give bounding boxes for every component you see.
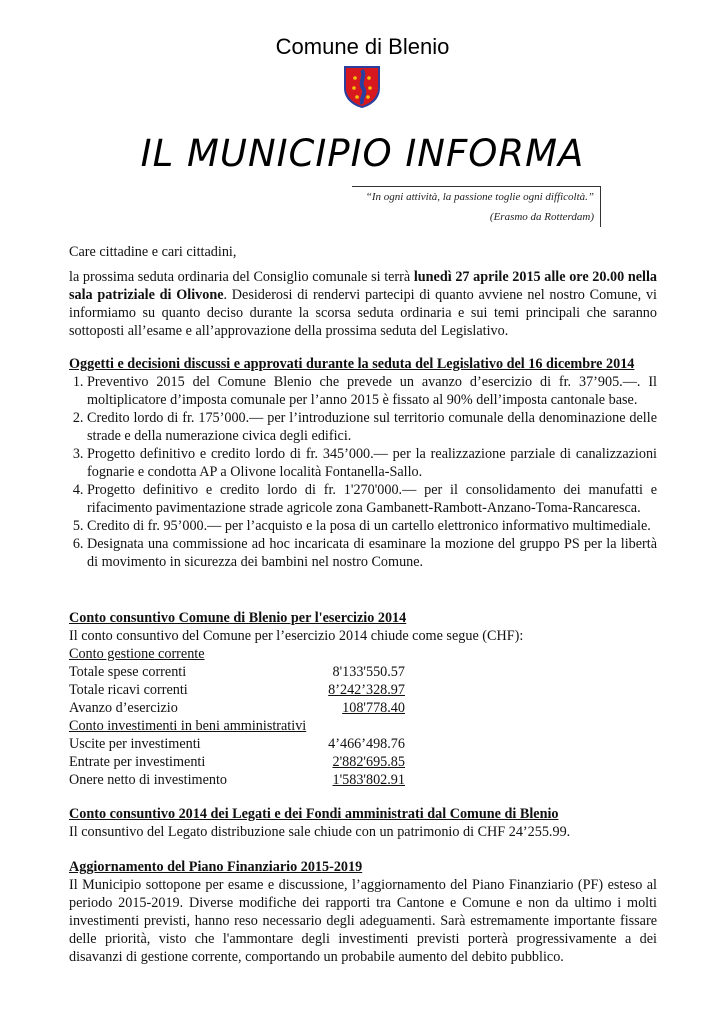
- quote-text: “In ogni attività, la passione toglie ogni difficoltà.”: [365, 191, 594, 203]
- list-item: 6. Designata una commissione ad hoc incaricata di esaminare la mozione del gruppo PS per la libertà di movimento in sicurezza dei bambini nel nostro Comune.: [87, 535, 657, 571]
- row-label: Totale ricavi correnti: [69, 682, 188, 698]
- table-row: [69, 699, 405, 717]
- row-value: 108'778.40: [342, 700, 405, 716]
- piano-text: Il Municipio sottopone per esame e discussione, l’aggiornamento del Piano Finanziario (PF) esteso al periodo 2015-2019. Diverse modifiche dei rapporti tra Cantone e Comune e non da ultimo i molti investimenti previsti, hanno reso necessario degli adeguamenti. Sarà estremamente importante fissare delle priorità, visto che l'ammontare degli investimenti previsti porterà progressivamente a dei disavanzi di gestione corrente, comportando un probabile aumento del debito pubblico.: [69, 877, 657, 965]
- legati-section: [69, 805, 657, 841]
- row-value: 2'882'695.85: [332, 754, 405, 770]
- intro-meeting-date: lunedì 27 aprile 2015 alle ore 20.00 nella sala patriziale di Olivone: [69, 269, 657, 303]
- coat-of-arms-icon: [342, 64, 382, 109]
- table-row: [69, 771, 405, 789]
- consuntivo-title: Conto consuntivo Comune di Blenio per l'esercizio 2014: [69, 610, 407, 626]
- table-row: [69, 681, 405, 699]
- row-value: 8’242’328.97: [328, 682, 405, 698]
- investimenti-title: Conto investimenti in beni amministrativi: [69, 718, 307, 734]
- decisions-title: Oggetti e decisioni discussi e approvati durante la seduta del Legislativo del 16 dicembre 2014: [69, 356, 635, 372]
- intro-text-1: la prossima seduta ordinaria del Consiglio comunale si terrà: [69, 269, 414, 285]
- row-value: 8'133'550.57: [332, 664, 405, 680]
- list-item: 4. Progetto definitivo e credito lordo di fr. 1'270'000.— per il consolidamento dei manufatti e rifacimento pavimentazione strade agricole zona Gambanett-Rambott-Anzano-Toma-Rancaresca.: [87, 481, 657, 517]
- decisions-section: [69, 355, 657, 571]
- row-value: 1'583'802.91: [332, 772, 405, 788]
- legati-title: Conto consuntivo 2014 dei Legati e dei Fondi amministrati dal Comune di Blenio: [69, 806, 559, 822]
- row-label: Uscite per investimenti: [69, 736, 201, 752]
- bulletin-title: IL MUNICIPIO INFORMA: [140, 132, 585, 175]
- legati-text: Il consuntivo del Legato distribuzione sale chiude con un patrimonio di CHF 24’255.99.: [69, 824, 571, 840]
- intro-paragraph: [69, 268, 657, 340]
- piano-section: [69, 858, 657, 966]
- table-row: [69, 663, 405, 681]
- piano-title: Aggiornamento del Piano Finanziario 2015-2019: [69, 859, 363, 875]
- intro-text-2: . Desiderosi di rendervi partecipi di quanto avviene nel nostro Comune, vi informiamo su quanto deciso durante la scorsa seduta ordinaria e sui temi principali che saranno sottoposti all’esame e all’approvazione della prossima seduta del Legislativo.: [69, 287, 657, 339]
- row-value: 4’466’498.76: [328, 736, 405, 752]
- row-label: Onere netto di investimento: [69, 772, 227, 788]
- table-row: [69, 753, 405, 771]
- greeting: Care cittadine e cari cittadini,: [69, 244, 237, 260]
- municipality-name: Comune di Blenio: [275, 34, 450, 59]
- list-item: 1. Preventivo 2015 del Comune Blenio che prevede un avanzo d’esercizio di fr. 37’905.—. Il moltiplicatore d’imposta comunale per l’anno 2015 è fissato al 90% dell’imposta cantonale base.: [87, 373, 657, 409]
- table-row: [69, 735, 405, 753]
- gestione-title: Conto gestione corrente: [69, 646, 205, 662]
- row-label: Totale spese correnti: [69, 664, 187, 680]
- investimenti-table: [69, 735, 405, 789]
- consuntivo-section: [69, 609, 657, 789]
- decisions-list: [69, 373, 657, 571]
- list-item: 5. Credito di fr. 95’000.— per l’acquisto e la posa di un cartello elettronico informativo multimediale.: [87, 517, 657, 535]
- gestione-table: [69, 663, 405, 717]
- quote-author: (Erasmo da Rotterdam): [489, 211, 594, 223]
- list-item: 3. Progetto definitivo e credito lordo di fr. 345’000.— per la realizzazione parziale di canalizzazioni fognarie e condotta AP a Olivone località Fontanella-Sallo.: [87, 445, 657, 481]
- quote-box: [352, 186, 601, 227]
- row-label: Avanzo d’esercizio: [69, 700, 178, 716]
- row-label: Entrate per investimenti: [69, 754, 206, 770]
- consuntivo-intro: Il conto consuntivo del Comune per l’esercizio 2014 chiude come segue (CHF):: [69, 628, 524, 644]
- list-item: 2. Credito lordo di fr. 175’000.— per l’introduzione sul territorio comunale della denominazione delle strade e della numerazione civica degli edifici.: [87, 409, 657, 445]
